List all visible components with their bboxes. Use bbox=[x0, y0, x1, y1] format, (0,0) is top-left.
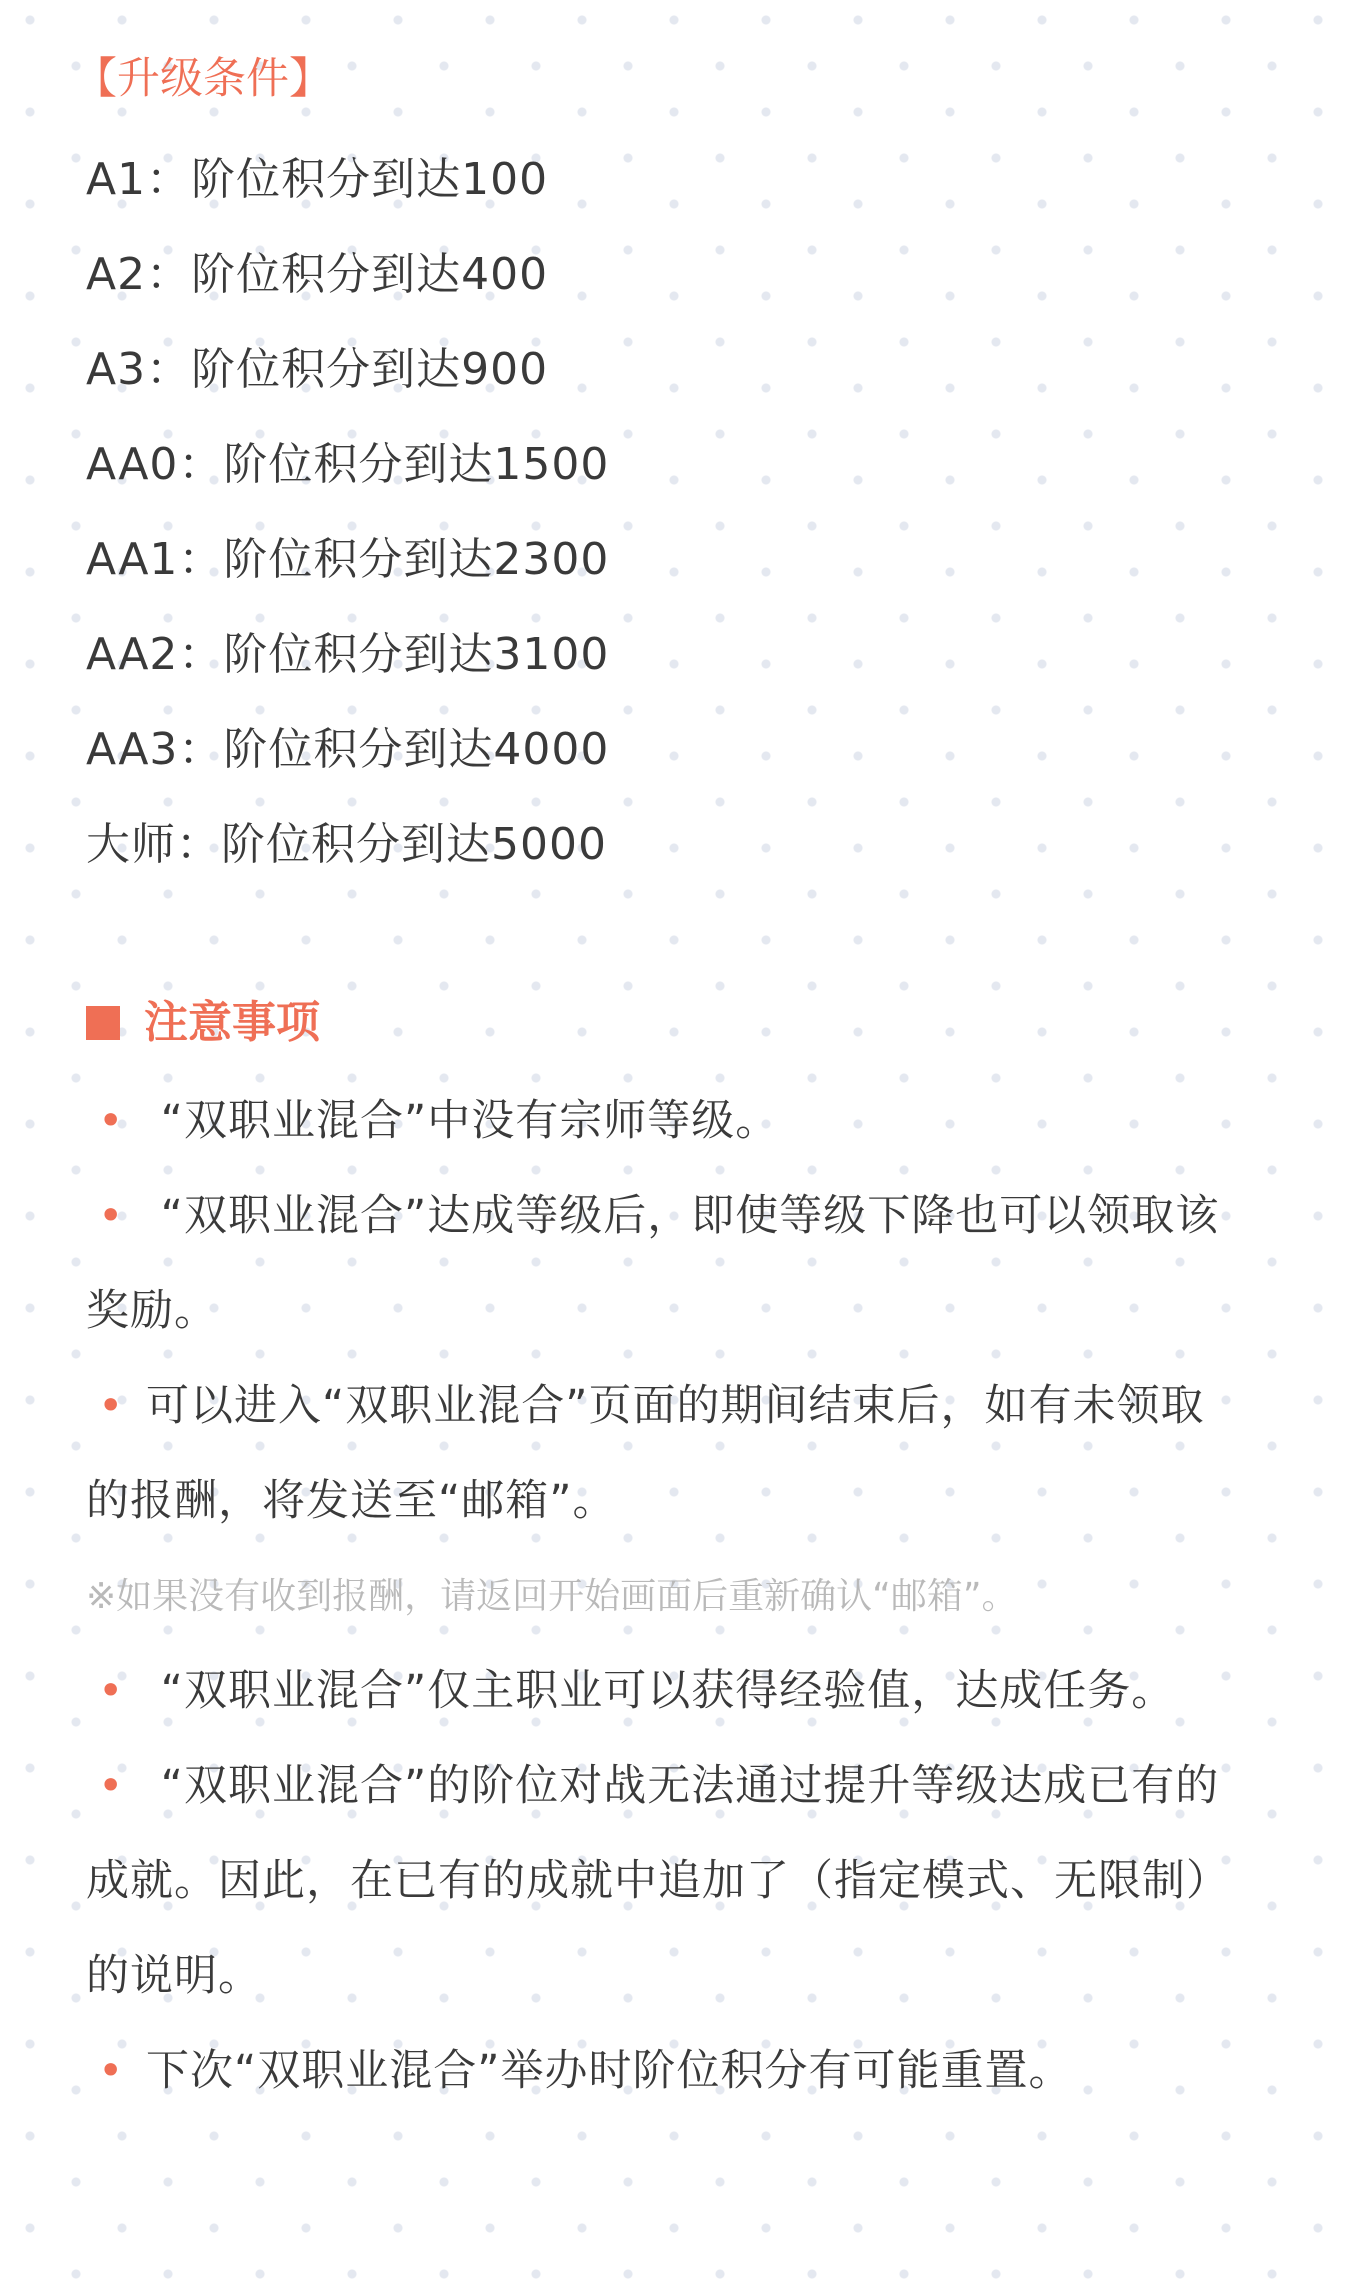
note-item bbox=[86, 1074, 1236, 1169]
condition-item-aa3: AA3：阶位积分到达4000 bbox=[86, 724, 610, 775]
note-item bbox=[86, 2024, 1236, 2119]
condition-item-a1: A1：阶位积分到达100 bbox=[86, 154, 549, 205]
bullet-dot-icon: • bbox=[98, 1381, 125, 1431]
note-item bbox=[86, 1169, 1236, 1359]
condition-item-a3: A3：阶位积分到达900 bbox=[86, 344, 549, 395]
notice-title-text: 注意事项 bbox=[144, 997, 320, 1048]
notice-heading bbox=[86, 984, 1357, 1062]
condition-item-master: 大师：阶位积分到达5000 bbox=[86, 819, 607, 870]
upgrade-conditions-heading: 【升级条件】 bbox=[74, 54, 332, 104]
notice-list bbox=[86, 1074, 1236, 2119]
upgrade-conditions-list bbox=[86, 132, 1357, 892]
bullet-dot-icon: • bbox=[98, 2046, 125, 2096]
remark-text: ※如果没有收到报酬，请返回开始画面后重新确认“邮箱”。 bbox=[86, 1576, 1018, 1617]
bullet-dot-icon: • bbox=[98, 1761, 125, 1811]
note-item bbox=[86, 1359, 1236, 1549]
note-text: “双职业混合”中没有宗师等级。 bbox=[146, 1096, 780, 1146]
condition-item-aa2: AA2：阶位积分到达3100 bbox=[86, 629, 610, 680]
note-item bbox=[86, 1644, 1236, 1739]
note-item bbox=[86, 1739, 1236, 2024]
condition-item-a2: A2：阶位积分到达400 bbox=[86, 249, 549, 300]
bullet-dot-icon: • bbox=[98, 1191, 125, 1241]
bullet-dot-icon: • bbox=[98, 1666, 125, 1716]
condition-item-aa1: AA1：阶位积分到达2300 bbox=[86, 534, 610, 585]
note-text: “双职业混合”达成等级后，即使等级下降也可以领取该奖励。 bbox=[86, 1191, 1220, 1336]
note-text: “双职业混合”的阶位对战无法通过提升等级达成已有的成就。因此，在已有的成就中追加了（指定模式、无限制）的说明。 bbox=[86, 1761, 1230, 2001]
note-text: 可以进入“双职业混合”页面的期间结束后，如有未领取的报酬，将发送至“邮箱”。 bbox=[86, 1381, 1205, 1526]
condition-item-aa0: AA0：阶位积分到达1500 bbox=[86, 439, 610, 490]
square-bullet-icon bbox=[86, 1006, 120, 1040]
bullet-dot-icon: • bbox=[98, 1096, 125, 1146]
note-text: “双职业混合”仅主职业可以获得经验值，达成任务。 bbox=[146, 1666, 1176, 1716]
note-text: 下次“双职业混合”举办时阶位积分有可能重置。 bbox=[146, 2046, 1073, 2096]
